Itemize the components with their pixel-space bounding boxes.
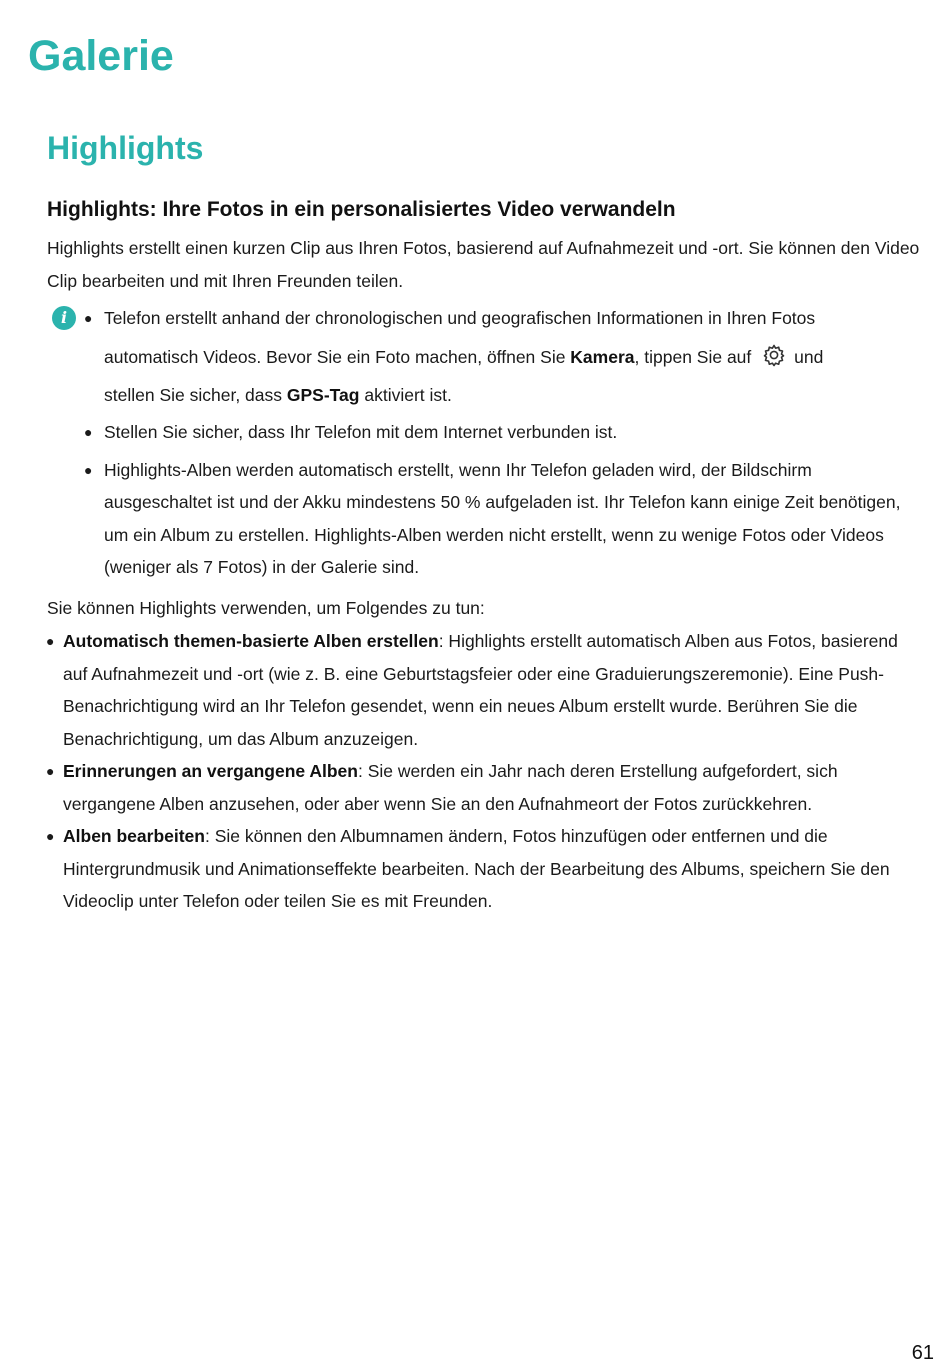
note-text: , tippen Sie auf <box>634 346 757 367</box>
bullet: ● <box>46 828 55 844</box>
note-text: stellen Sie sicher, dass <box>104 384 287 405</box>
feature-item-memories <box>44 755 924 820</box>
feature-item-edit-albums <box>44 820 924 918</box>
page-title: Galerie <box>28 32 174 80</box>
note-text: Highlights-Alben werden automatisch erstellt, wenn Ihr Telefon geladen wird, der Bildschirm ausgeschaltet ist und der Akku mindestens 50 % aufgeladen ist. Ihr Telefon kann einige Zeit benötigen, um ein Album zu erstellen. Highlights-Alben werden nicht erstellt, wenn zu wenige Fotos oder Videos (weniger als 7 Fotos) in der Galerie sind. <box>104 459 901 577</box>
bullet: ● <box>46 633 55 649</box>
note-item-albums <box>80 454 920 584</box>
info-icon: i <box>52 306 76 330</box>
bullet: ● <box>84 424 93 440</box>
note-list <box>80 302 920 589</box>
feature-term: Alben bearbeiten <box>63 826 205 846</box>
section-title: Highlights <box>47 130 204 166</box>
camera-app-name: Kamera <box>570 346 635 367</box>
note-text: automatisch Videos. Bevor Sie ein Foto machen, öffnen Sie <box>104 346 571 367</box>
feature-term: Erinnerungen an vergangene Alben <box>63 761 358 781</box>
feature-description: : Sie werden ein Jahr nach deren Erstellung aufgefordert, sich vergangene Alben anzusehen, oder aber wenn Sie an den Aufnahmeort der Fotos zurückkehren. <box>63 761 838 814</box>
gear-icon <box>762 343 786 367</box>
feature-description: : Sie können den Albumnamen ändern, Fotos hinzufügen oder entfernen und die Hintergrundmusik und Animationseffekte bearbeiten. Nach der Bearbeitung des Albums, speichern Sie den Videoclip unter Telefon oder teilen Sie es mit Freunden. <box>63 826 890 911</box>
feature-item-auto-albums <box>44 625 924 755</box>
note-text: aktiviert ist. <box>359 384 452 405</box>
note-text: Stellen Sie sicher, dass Ihr Telefon mit dem Internet verbunden ist. <box>104 422 618 442</box>
feature-term: Automatisch themen-basierte Alben erstellen <box>63 631 439 651</box>
note-text: Telefon erstellt anhand der chronologischen und geografischen Informationen in Ihren Fotos <box>104 308 816 328</box>
page-number: 61 <box>911 1342 934 1364</box>
intro-paragraph: Highlights erstellt einen kurzen Clip aus Ihren Fotos, basierend auf Aufnahmezeit und -ort. Sie können den Video Clip bearbeiten und mit Ihren Freunden teilen. <box>47 238 920 291</box>
note-item-gps <box>80 302 920 411</box>
feature-list <box>44 625 924 918</box>
feature-description: : Highlights erstellt automatisch Alben aus Fotos, basierend auf Aufnahmezeit und -ort (wie z. B. eine Geburtstagsfeier oder eine Graduierungszeremonie). Eine Push-Benachrichtigung wird an Ihr Telefon gesendet, wenn ein neues Album erstellt wurde. Berühren Sie die Benachrichtigung, um das Album anzuzeigen. <box>63 631 898 749</box>
subsection-title: Highlights: Ihre Fotos in ein personalisiertes Video verwandeln <box>47 198 676 221</box>
gps-tag-label: GPS-Tag <box>286 384 360 405</box>
bullet: ● <box>84 461 93 478</box>
usage-intro: Sie können Highlights verwenden, um Folgendes zu tun: <box>47 598 485 618</box>
note-item-internet <box>80 416 920 449</box>
note-text: und <box>794 346 824 367</box>
note-text-line <box>104 335 823 379</box>
bullet: ● <box>84 310 93 326</box>
bullet: ● <box>46 763 55 779</box>
